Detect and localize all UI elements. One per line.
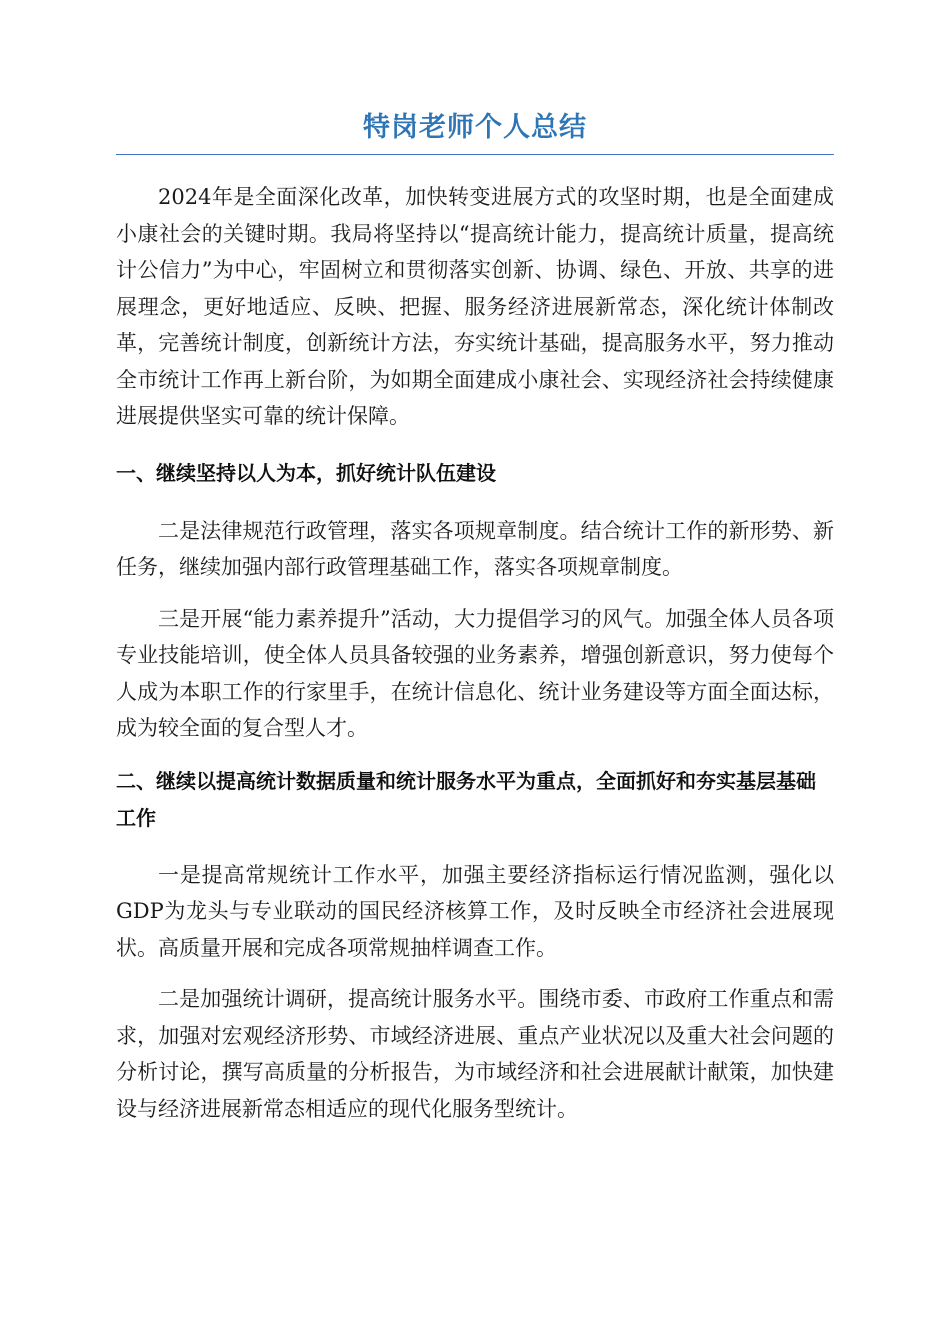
section-heading-1: 一、继续坚持以人为本，抓好统计队伍建设 [116,460,496,485]
section1-paragraph-2: 三是开展“能力素养提升”活动，大力提倡学习的风气。加强全体人员各项专业技能培训，使全体人员具备较强的业务素养，增强创新意识，努力使每个人成为本职工作的行家里手，在统计信息化、统计业务建设等方面全面达标，成为较全面的复合型人才。 [116,606,834,740]
document-page [116,108,834,1127]
intro-paragraph: 2024年是全面深化改革，加快转变进展方式的攻坚时期，也是全面建成小康社会的关键时期。我局将坚持以“提高统计能力，提高统计质量，提高统计公信力”为中心，牢固树立和贯彻落实创新、协调、绿色、开放、共享的进展理念，更好地适应、反映、把握、服务经济进展新常态，深化统计体制改革，完善统计制度，创新统计方法，夯实统计基础，提高服务水平，努力推动全市统计工作再上新台阶，为如期全面建成小康社会、实现经济社会持续健康进展提供坚实可靠的统计保障。 [116,185,834,428]
section1-paragraph-1: 二是法律规范行政管理，落实各项规章制度。结合统计工作的新形势、新任务，继续加强内部行政管理基础工作，落实各项规章制度。 [116,518,834,579]
section2-paragraph-2: 二是加强统计调研，提高统计服务水平。围绕市委、市政府工作重点和需求，加强对宏观经济形势、市域经济进展、重点产业状况以及重大社会问题的分析讨论，撰写高质量的分析报告，为市域经济和社会进展献计献策，加快建设与经济进展新常态相适应的现代化服务型统计。 [116,987,834,1121]
section2-paragraph-1: 一是提高常规统计工作水平，加强主要经济指标运行情况监测，强化以GDP为龙头与专业联动的国民经济核算工作，及时反映全市经济社会进展现状。高质量开展和完成各项常规抽样调查工作。 [116,862,834,960]
document-title: 特岗老师个人总结 [116,108,834,155]
section-heading-2: 二、继续以提高统计数据质量和统计服务水平为重点，全面抓好和夯实基层基础工作 [116,768,816,830]
